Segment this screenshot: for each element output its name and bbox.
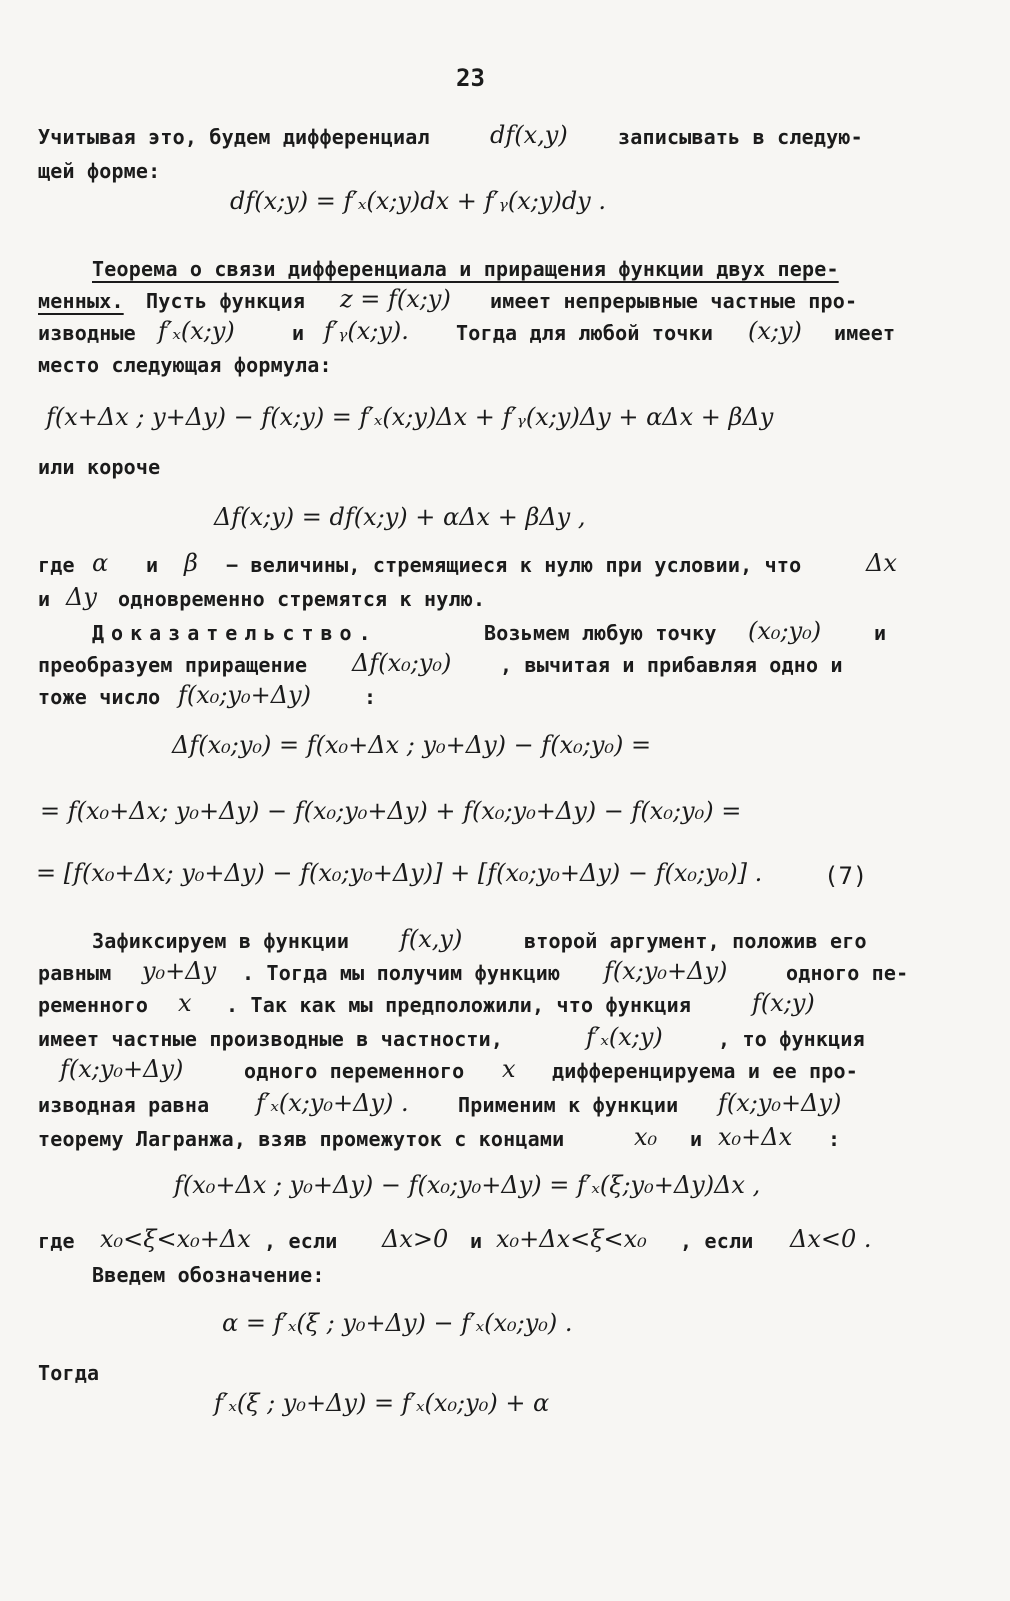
formula-display: f(x+Δx ; y+Δy) − f(x;y) = f′ₓ(x;y)Δx + f′ᵧ(x;y)Δy + αΔx + βΔy (46, 403, 774, 431)
text-line: одного переменного (244, 1059, 465, 1083)
formula-inline: β (184, 549, 198, 577)
formula-inline: f(x₀;y₀+Δy) (178, 681, 312, 709)
formula-inline: f′ₓ(x;y₀+Δy) . (256, 1089, 409, 1117)
text-line: Зафиксируем в функции (92, 929, 350, 953)
text-line: имеет частные производные в частности, (38, 1027, 504, 1051)
formula-inline: f(x;y) (752, 989, 815, 1017)
text-line: Возьмем любую точку (484, 621, 717, 645)
text-line: Введем обозначение: (92, 1263, 325, 1287)
text-line: и (470, 1229, 483, 1253)
text-line: и (146, 553, 159, 577)
text-line: записывать в следую- (618, 125, 863, 149)
text-line: Тогда (38, 1361, 100, 1385)
text-line: и (690, 1127, 703, 1151)
formula-display: α = f′ₓ(ξ ; y₀+Δy) − f′ₓ(x₀;y₀) . (222, 1309, 573, 1337)
text-line: второй аргумент, положив его (524, 929, 867, 953)
formula-inline: x₀+Δx (718, 1123, 793, 1151)
formula-display: df(x;y) = f′ₓ(x;y)dx + f′ᵧ(x;y)dy . (230, 187, 606, 215)
text-line: , если (680, 1229, 754, 1253)
text-line: , если (264, 1229, 338, 1253)
text-line: щей форме: (38, 159, 161, 183)
text-line: : (828, 1127, 841, 1151)
formula-inline: f(x;y₀+Δy) (718, 1089, 842, 1117)
formula-inline: x (502, 1055, 516, 1083)
formula-inline: Δy (66, 583, 97, 611)
text-line: , вычитая и прибавляя одно и (500, 653, 843, 677)
text-line: теорему Лагранжа, взяв промежуток с концами (38, 1127, 565, 1151)
text-line: Пусть функция (146, 289, 306, 313)
formula-inline: x (178, 989, 192, 1017)
formula-inline: Δx>0 (382, 1225, 449, 1253)
formula-inline: f′ₓ(x;y) (586, 1023, 663, 1051)
formula-inline: z = f(x;y) (340, 285, 451, 313)
theorem-title-end: менных. (38, 289, 124, 313)
formula-inline: x₀+Δx<ξ<x₀ (496, 1225, 647, 1253)
formula-inline: Δf(x₀;y₀) (352, 649, 452, 677)
formula-display: = [f(x₀+Δx; y₀+Δy) − f(x₀;y₀+Δy)] + [f(x₀;y₀+Δy) − f(x₀;y₀)] . (36, 859, 763, 887)
formula-inline: f′ₓ(x;y) (158, 317, 235, 345)
text-line: тоже число (38, 685, 161, 709)
text-line: Тогда для любой точки (456, 321, 714, 345)
formula-inline: y₀+Δy (142, 957, 217, 985)
formula-display: f′ₓ(ξ ; y₀+Δy) = f′ₓ(x₀;y₀) + α (214, 1389, 550, 1417)
formula-display: f(x₀+Δx ; y₀+Δy) − f(x₀;y₀+Δy) = f′ₓ(ξ;y₀+Δy)Δx , (174, 1171, 761, 1199)
text-line: где (38, 553, 75, 577)
page-number: 23 (456, 64, 485, 92)
formula-inline: f(x,y) (400, 925, 463, 953)
equation-number: (7) (824, 862, 868, 890)
text-line: изводная равна (38, 1093, 210, 1117)
formula-inline: f′ᵧ(x;y). (324, 317, 409, 345)
formula-inline: (x;y) (748, 317, 802, 345)
text-line: Применим к функции (458, 1093, 679, 1117)
proof-label: Доказательство. (92, 621, 378, 645)
theorem-title: Теорема о связи дифференциала и приращения функции двух пере- (92, 257, 839, 281)
formula-inline: x₀ (634, 1123, 658, 1151)
text-line: изводные (38, 321, 136, 345)
text-line: равным (38, 961, 112, 985)
formula-display: = f(x₀+Δx; y₀+Δy) − f(x₀;y₀+Δy) + f(x₀;y₀+Δy) − f(x₀;y₀) = (40, 797, 742, 825)
text-line: и (38, 587, 51, 611)
text-line: . Так как мы предположили, что функция (226, 993, 692, 1017)
formula-display: Δf(x;y) = df(x;y) + αΔx + βΔy , (214, 503, 586, 531)
formula-inline: Δx<0 . (790, 1225, 872, 1253)
formula-inline: Δx (866, 549, 897, 577)
text-line: , то функция (718, 1027, 865, 1051)
text-line: ременного (38, 993, 149, 1017)
text-line: и (292, 321, 305, 345)
formula-inline: α (92, 549, 109, 577)
text-line: преобразуем приращение (38, 653, 308, 677)
formula-inline: df(x,y) (490, 121, 568, 149)
text-line: одного пе- (786, 961, 909, 985)
text-line: или короче (38, 455, 161, 479)
text-line: имеет непрерывные частные про- (490, 289, 858, 313)
formula-inline: f(x;y₀+Δy) (604, 957, 728, 985)
text-line: место следующая формула: (38, 353, 332, 377)
text-line: Учитывая это, будем дифференциал (38, 125, 430, 149)
text-line: одновременно стремятся к нулю. (118, 587, 486, 611)
text-line: имеет (834, 321, 896, 345)
text-line: где (38, 1229, 75, 1253)
text-line: − величины, стремящиеся к нулю при условии, что (226, 553, 802, 577)
text-line: . Тогда мы получим функцию (242, 961, 561, 985)
formula-inline: f(x;y₀+Δy) (60, 1055, 184, 1083)
text-line: : (364, 685, 377, 709)
text-line: дифференцируема и ее про- (552, 1059, 859, 1083)
formula-display: Δf(x₀;y₀) = f(x₀+Δx ; y₀+Δy) − f(x₀;y₀) = (172, 731, 652, 759)
text-line: и (874, 621, 887, 645)
formula-inline: x₀<ξ<x₀+Δx (100, 1225, 251, 1253)
formula-inline: (x₀;y₀) (748, 617, 822, 645)
